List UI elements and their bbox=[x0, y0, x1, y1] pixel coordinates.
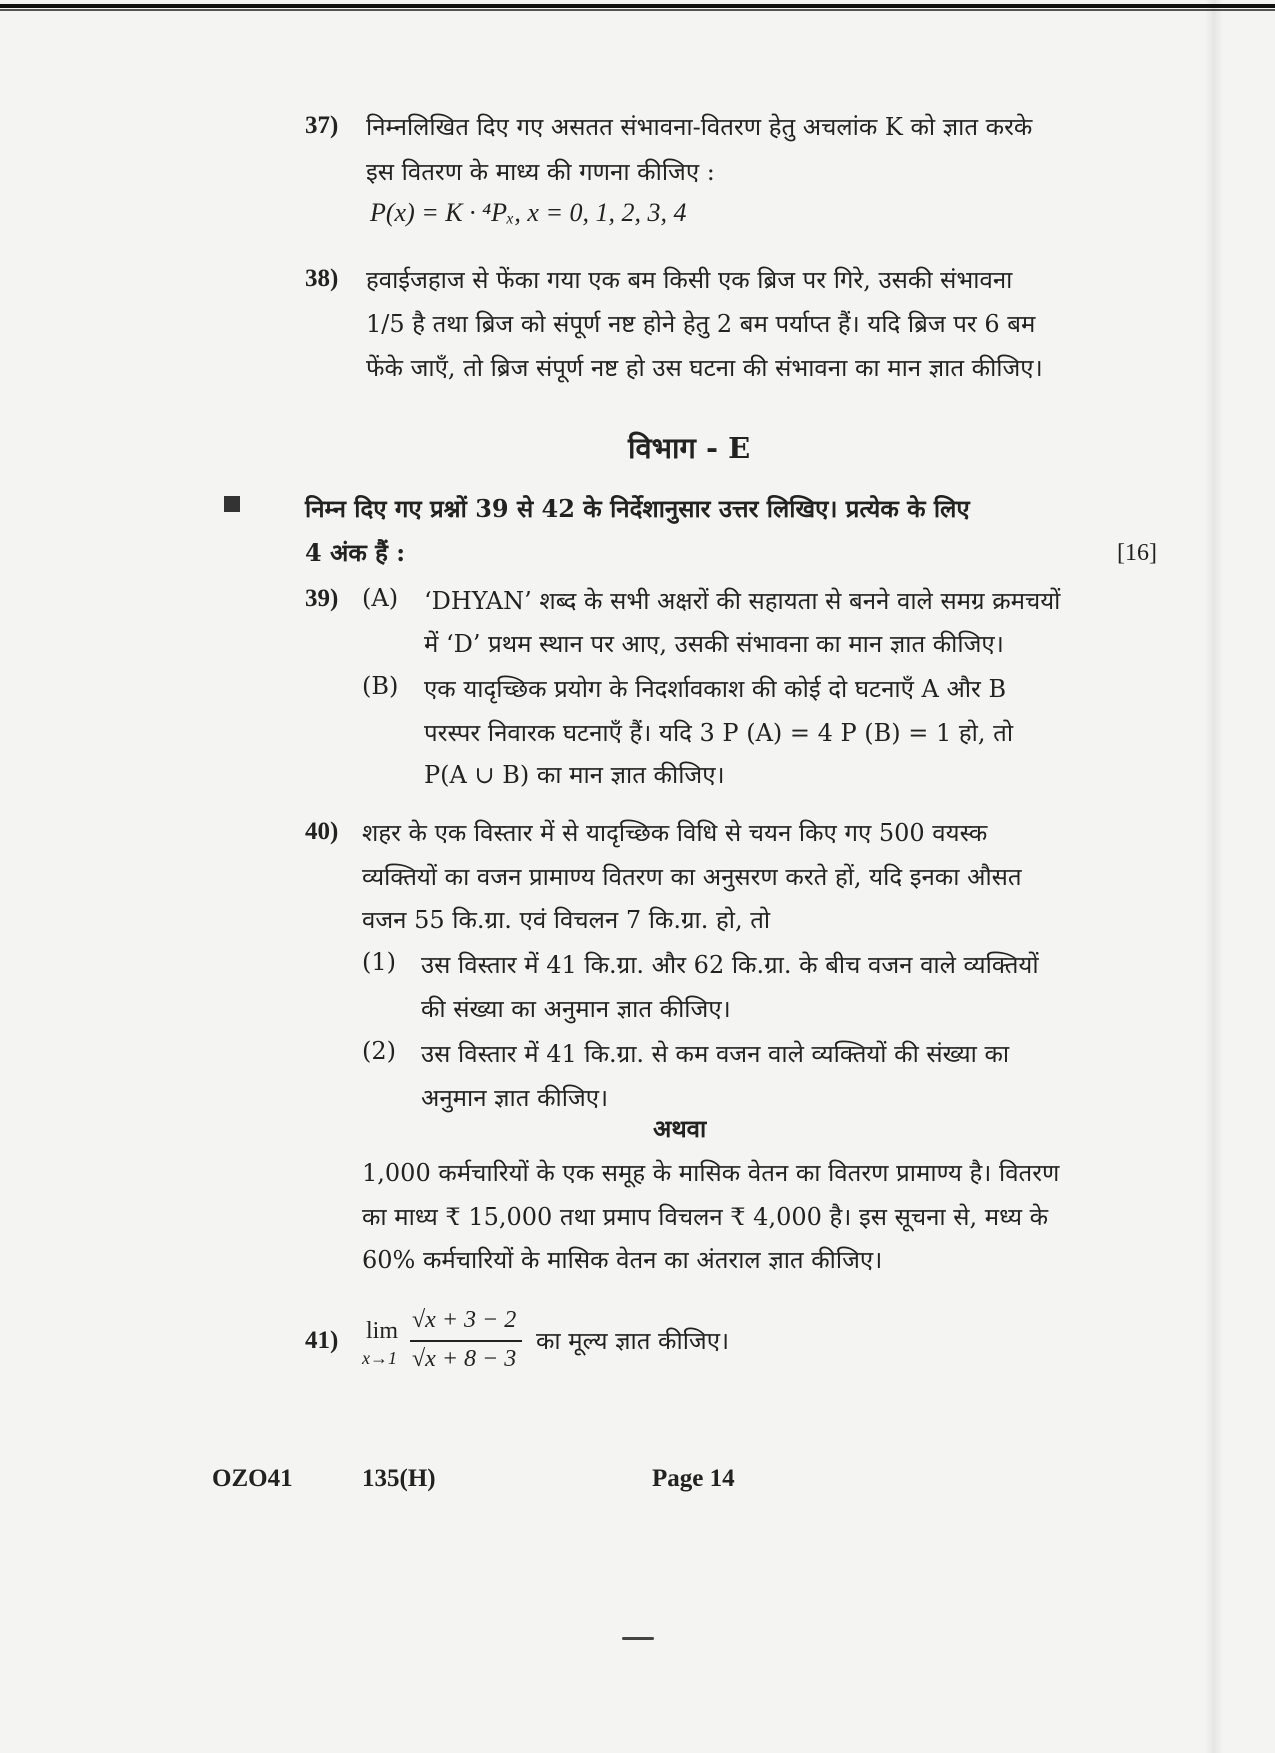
q39-a-line-1: ‘DHYAN’ शब्द के सभी अक्षरों की सहायता से बनने वाले समग्र क्रमचयों bbox=[424, 587, 1061, 615]
q37-formula: P(x) = K · ⁴Pₓ, x = 0, 1, 2, 3, 4 bbox=[370, 198, 687, 227]
q40-alt-line-2: का माध्य ₹ 15,000 तथा प्रमाप विचलन ₹ 4,000 है। इस सूचना से, मध्य के bbox=[362, 1203, 1049, 1231]
q39-number: 39) bbox=[305, 585, 339, 612]
q38-line-3: फेंके जाएँ, तो ब्रिज संपूर्ण नष्ट हो उस घटना की संभावना का मान ज्ञात कीजिए। bbox=[366, 354, 1043, 382]
q41-denominator: √x + 8 − 3 bbox=[412, 1346, 517, 1372]
footer-code: OZO41 bbox=[212, 1465, 293, 1492]
footer-page-number: Page 14 bbox=[652, 1465, 735, 1492]
section-heading: विभाग - E bbox=[628, 431, 751, 465]
scan-shadow bbox=[1205, 0, 1223, 1753]
q40-part2-label: (2) bbox=[362, 1037, 396, 1065]
q39-b-line-1: एक यादृच्छिक प्रयोग के निदर्शावकाश की कोई दो घटनाएँ A और B bbox=[424, 675, 1007, 703]
q39-b-line-3: P(A ∪ B) का मान ज्ञात कीजिए। bbox=[424, 761, 725, 789]
q37-line-2: इस वितरण के माध्य की गणना कीजिए : bbox=[366, 158, 715, 186]
q41-lim-subscript: x→1 bbox=[362, 1348, 397, 1368]
q37-line-1: निम्नलिखित दिए गए असतत संभावना-वितरण हेतु अचलांक K को ज्ञात करके bbox=[366, 113, 1033, 141]
section-marks: [16] bbox=[1117, 540, 1157, 566]
bullet-square bbox=[224, 496, 240, 512]
q37-number: 37) bbox=[305, 112, 339, 139]
q39-a-line-2: में ‘D’ प्रथम स्थान पर आए, उसकी संभावना का मान ज्ञात कीजिए। bbox=[424, 630, 1004, 658]
q41-numerator: √x + 3 − 2 bbox=[412, 1307, 517, 1333]
section-instruction-1: निम्न दिए गए प्रश्नों 39 से 42 के निर्देशानुसार उत्तर लिखिए। प्रत्येक के लिए bbox=[305, 494, 970, 523]
q39-b-label: (B) bbox=[362, 672, 399, 700]
scan-mark bbox=[622, 1637, 654, 1640]
q40-part2-line-1: उस विस्तार में 41 कि.ग्रा. से कम वजन वाले व्यक्तियों की संख्या का bbox=[421, 1040, 1010, 1068]
top-border bbox=[0, 4, 1275, 8]
q41-fraction-bar bbox=[410, 1340, 522, 1342]
or-label: अथवा bbox=[653, 1114, 707, 1143]
q40-line-2: व्यक्तियों का वजन प्रामाण्य वितरण का अनुसरण करते हों, यदि इनका औसत bbox=[362, 863, 1022, 891]
q40-part2-line-2: अनुमान ज्ञात कीजिए। bbox=[421, 1084, 609, 1112]
q40-part1-line-2: की संख्या का अनुमान ज्ञात कीजिए। bbox=[421, 995, 731, 1023]
q40-line-1: शहर के एक विस्तार में से यादृच्छिक विधि से चयन किए गए 500 वयस्क bbox=[362, 819, 988, 847]
top-border-thin bbox=[0, 9, 1275, 11]
q39-b-line-2: परस्पर निवारक घटनाएँ हैं। यदि 3 P (A) = 4 P (B) = 1 हो, तो bbox=[424, 719, 1014, 747]
q40-alt-line-1: 1,000 कर्मचारियों के एक समूह के मासिक वेतन का वितरण प्रामाण्य है। वितरण bbox=[362, 1159, 1060, 1187]
q38-line-2: 1/5 है तथा ब्रिज को संपूर्ण नष्ट होने हेतु 2 बम पर्याप्त हैं। यदि ब्रिज पर 6 बम bbox=[366, 310, 1036, 338]
q41-lim: lim bbox=[366, 1318, 399, 1344]
footer-paper-number: 135(H) bbox=[362, 1465, 436, 1492]
q40-part1-line-1: उस विस्तार में 41 कि.ग्रा. और 62 कि.ग्रा. के बीच वजन वाले व्यक्तियों bbox=[421, 951, 1039, 979]
q38-number: 38) bbox=[305, 265, 339, 292]
q41-number: 41) bbox=[305, 1327, 339, 1354]
q41-text: का मूल्य ज्ञात कीजिए। bbox=[536, 1327, 730, 1355]
q40-part1-label: (1) bbox=[362, 948, 396, 976]
q40-alt-line-3: 60% कर्मचारियों के मासिक वेतन का अंतराल ज्ञात कीजिए। bbox=[362, 1246, 883, 1274]
q40-line-3: वजन 55 कि.ग्रा. एवं विचलन 7 कि.ग्रा. हो, तो bbox=[362, 906, 771, 934]
q38-line-1: हवाईजहाज से फेंका गया एक बम किसी एक ब्रिज पर गिरे, उसकी संभावना bbox=[366, 266, 1013, 294]
q40-number: 40) bbox=[305, 818, 339, 845]
q39-a-label: (A) bbox=[362, 584, 399, 612]
section-instruction-2: 4 अंक हैं : bbox=[305, 538, 406, 567]
